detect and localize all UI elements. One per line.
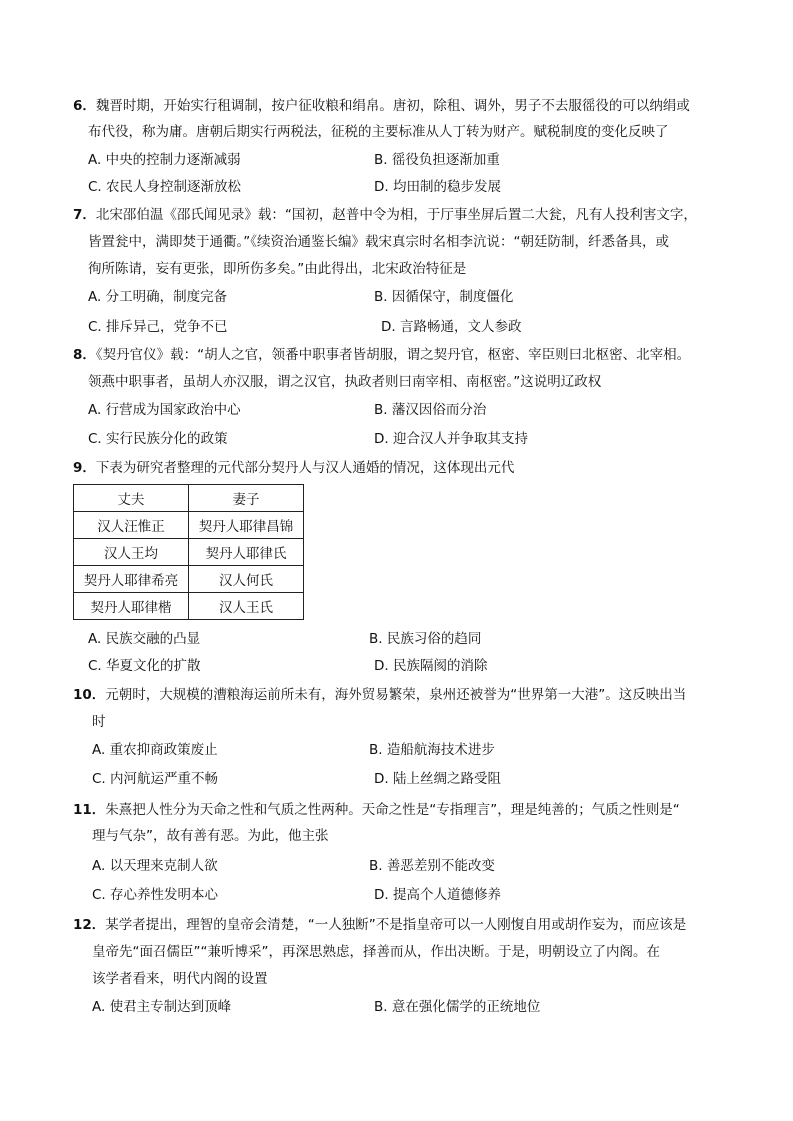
table-cell: 汉人何氏 <box>189 566 304 593</box>
table-row <box>74 539 304 566</box>
option-c[interactable]: C. 农民人身控制逐渐放松 <box>88 179 242 195</box>
question-text: 某学者提出，理智的皇帝会清楚，“一人独断”不是指皇帝可以一人刚愎自用或胡作妄为，而应该是 <box>105 917 687 933</box>
option-c[interactable]: C. 华夏文化的扩散 <box>88 658 201 674</box>
option-b[interactable]: B. 民族习俗的趋同 <box>369 631 482 647</box>
question-6-line-2: 布代役，称为庸。唐朝后期实行两税法，征税的主要标准从人丁转为财产。赋税制度的变化反映了 <box>88 124 669 140</box>
option-d[interactable]: D. 言路畅通，文人参政 <box>381 319 522 335</box>
question-8-line-2: 领燕中职事者，虽胡人亦汉服，谓之汉官，执政者则曰南宰相、南枢密。”这说明辽政权 <box>88 374 602 390</box>
question-9-line-1 <box>73 458 514 478</box>
table-cell: 汉人王氏 <box>189 593 304 620</box>
question-7-line-2: 皆置瓮中，满即焚于通衢。”《续资治通鉴长编》载宋真宗时名相李沆说：“朝廷防制，纤悉备具，或 <box>88 234 669 250</box>
question-number: 12． <box>73 917 106 933</box>
question-number: 10． <box>73 687 106 703</box>
option-d[interactable]: D. 陆上丝绸之路受阻 <box>374 771 501 787</box>
option-a[interactable]: A. 以天理来克制人欲 <box>92 858 218 874</box>
option-a[interactable]: A. 民族交融的凸显 <box>88 631 201 647</box>
question-text: 魏晋时期，开始实行租调制，按户征收粮和绢帛。唐初，除租、调外，男子不去服徭役的可以纳绢或 <box>95 98 690 114</box>
table-cell: 契丹人耶律希亮 <box>74 566 189 593</box>
table-header-row <box>74 485 304 512</box>
question-text: 北宋邵伯温《邵氏闻见录》载：“国初，赵普中令为相，于厅事坐屏后置二大瓮，凡有人投利害文字， <box>95 207 697 223</box>
option-c[interactable]: C. 存心养性发明本心 <box>92 887 219 903</box>
question-text: 下表为研究者整理的元代部分契丹人与汉人通婚的情况，这体现出元代 <box>95 460 515 476</box>
table-row <box>74 512 304 539</box>
option-b[interactable]: B. 因循保守，制度僵化 <box>374 289 514 305</box>
question-12-line-2: 皇帝先“面召儒臣”“兼听博采”，再深思熟虑，择善而从，作出决断。于是，明朝设立了内阁。在 <box>92 944 660 960</box>
question-number: 9． <box>73 460 96 476</box>
option-a[interactable]: A. 分工明确，制度完备 <box>88 289 228 305</box>
question-10-line-1 <box>73 685 686 705</box>
option-d[interactable]: D. 提高个人道德修养 <box>374 887 501 903</box>
question-11-line-2: 理与气杂”，故有善有恶。为此，他主张 <box>92 828 329 844</box>
table-row <box>74 566 304 593</box>
table-cell: 契丹人耶律氏 <box>189 539 304 566</box>
marriage-table <box>73 484 304 620</box>
question-text: 朱熹把人性分为天命之性和气质之性两种。天命之性是“专指理言”，理是纯善的；气质之性则是“ <box>105 802 680 818</box>
question-12-line-1 <box>73 915 686 935</box>
question-10-line-2: 时 <box>92 714 106 730</box>
option-a[interactable]: A. 重农抑商政策废止 <box>92 742 218 758</box>
question-text: 元朝时，大规模的漕粮海运前所未有，海外贸易繁荣，泉州还被誉为“世界第一大港”。这反映出当 <box>105 687 687 703</box>
table-row <box>74 593 304 620</box>
question-text: 《契丹官仪》载：“胡人之官，领番中职事者皆胡服，谓之契丹官，枢密、宰臣则曰北枢密、北宰相。 <box>95 347 691 363</box>
question-8-line-1 <box>73 345 690 365</box>
question-12-line-3: 该学者看来，明代内阁的设置 <box>92 971 268 987</box>
table-header-cell: 丈夫 <box>74 485 189 512</box>
table-cell: 汉人汪惟正 <box>74 512 189 539</box>
question-number: 8． <box>73 347 96 363</box>
question-number: 7． <box>73 207 96 223</box>
option-d[interactable]: D. 民族隔阂的消除 <box>374 658 488 674</box>
option-a[interactable]: A. 行营成为国家政治中心 <box>88 402 241 418</box>
question-7-line-1 <box>73 205 697 225</box>
question-number: 6． <box>73 98 96 114</box>
option-c[interactable]: C. 内河航运严重不畅 <box>92 771 219 787</box>
option-c[interactable]: C. 排斥异己，党争不已 <box>88 319 228 335</box>
question-7-line-3: 徇所陈请，妄有更张，即所伤多矣。”由此得出，北宋政治特征是 <box>88 261 467 277</box>
option-b[interactable]: B. 造船航海技术进步 <box>369 742 495 758</box>
question-number: 11． <box>73 802 106 818</box>
option-a[interactable]: A. 使君主专制达到顶峰 <box>92 999 232 1015</box>
table-header-cell: 妻子 <box>189 485 304 512</box>
option-b[interactable]: B. 徭役负担逐渐加重 <box>374 152 500 168</box>
option-d[interactable]: D. 迎合汉人并争取其支持 <box>374 431 528 447</box>
table-cell: 汉人王均 <box>74 539 189 566</box>
option-c[interactable]: C. 实行民族分化的政策 <box>88 431 228 447</box>
option-b[interactable]: B. 善恶差别不能改变 <box>369 858 495 874</box>
option-a[interactable]: A. 中央的控制力逐渐减弱 <box>88 152 241 168</box>
question-6-line-1 <box>73 96 690 116</box>
option-b[interactable]: B. 意在强化儒学的正统地位 <box>374 999 541 1015</box>
option-d[interactable]: D. 均田制的稳步发展 <box>374 179 501 195</box>
table-cell: 契丹人耶律楷 <box>74 593 189 620</box>
question-11-line-1 <box>73 800 680 820</box>
option-b[interactable]: B. 藩汉因俗而分治 <box>374 402 487 418</box>
table-cell: 契丹人耶律昌锦 <box>189 512 304 539</box>
